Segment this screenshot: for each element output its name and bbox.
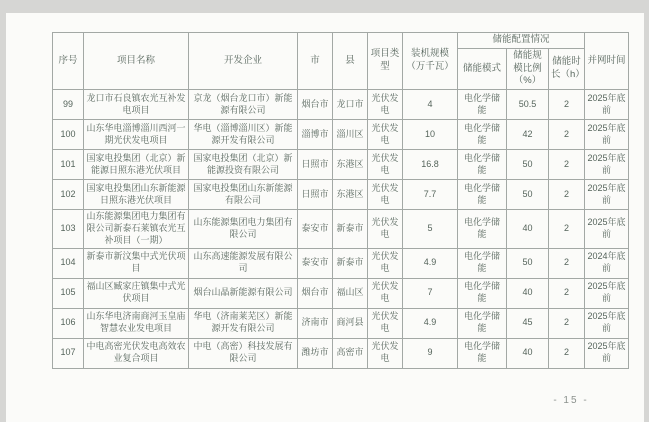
cell-city: 日照市 [298,150,333,180]
cell-storage-mode: 电化学储能 [458,338,507,368]
cell-project-name: 龙口市石良镇农光互补发电项目 [84,90,189,120]
cell-county: 新泰市 [333,248,368,278]
cell-city: 泰安市 [298,248,333,278]
cell-storage-ratio: 50 [507,150,549,180]
cell-capacity: 4.9 [403,248,458,278]
cell-county: 东港区 [333,150,368,180]
cell-storage-mode: 电化学储能 [458,308,507,338]
cell-storage-ratio: 40 [507,338,549,368]
cell-storage-mode: 电化学储能 [458,210,507,249]
cell-project-type: 光伏发电 [368,308,403,338]
cell-capacity: 7.7 [403,180,458,210]
cell-grid-time: 2025年底前 [585,120,629,150]
cell-county: 龙口市 [333,90,368,120]
cell-grid-time: 2025年底前 [585,278,629,308]
cell-grid-time: 2025年底前 [585,150,629,180]
cell-developer: 国家电投集团山东新能源有限公司 [189,180,298,210]
cell-city: 烟台市 [298,278,333,308]
cell-storage-duration: 2 [549,120,585,150]
cell-storage-ratio: 40 [507,278,549,308]
col-header-seq: 序号 [53,33,84,90]
cell-seq: 107 [53,338,84,368]
col-header-developer: 开发企业 [189,33,298,90]
cell-seq: 105 [53,278,84,308]
cell-storage-duration: 2 [549,150,585,180]
cell-storage-duration: 2 [549,278,585,308]
col-header-type: 项目类型 [368,33,403,90]
cell-capacity: 16.8 [403,150,458,180]
cell-county: 商河县 [333,308,368,338]
cell-grid-time: 2025年底前 [585,338,629,368]
cell-project-type: 光伏发电 [368,248,403,278]
cell-storage-mode: 电化学储能 [458,248,507,278]
cell-city: 济南市 [298,308,333,338]
table-row [53,308,629,338]
table-header [53,33,629,90]
cell-storage-duration: 2 [549,180,585,210]
cell-seq: 104 [53,248,84,278]
col-header-grid-time: 并网时间 [585,33,629,90]
cell-seq: 99 [53,90,84,120]
col-header-storage-duration: 储能时长（h） [549,49,585,90]
cell-project-type: 光伏发电 [368,180,403,210]
cell-grid-time: 2025年底前 [585,210,629,249]
cell-seq: 103 [53,210,84,249]
cell-county: 东港区 [333,180,368,210]
cell-storage-ratio: 50 [507,248,549,278]
table-row [53,150,629,180]
cell-capacity: 4.9 [403,308,458,338]
cell-project-type: 光伏发电 [368,338,403,368]
col-header-city: 市 [298,33,333,90]
cell-project-type: 光伏发电 [368,150,403,180]
cell-storage-duration: 2 [549,338,585,368]
cell-developer: 山东高速能源发展有限公司 [189,248,298,278]
table-row [53,90,629,120]
cell-developer: 山东能源集团电力集团有限公司 [189,210,298,249]
cell-developer: 烟台山晶新能源有限公司 [189,278,298,308]
col-header-storage-mode: 储能模式 [458,49,507,90]
cell-project-name: 福山区臧家庄镇集中式光伏项目 [84,278,189,308]
cell-project-type: 光伏发电 [368,90,403,120]
table-body [53,90,629,369]
table-row [53,180,629,210]
cell-storage-mode: 电化学储能 [458,278,507,308]
cell-project-type: 光伏发电 [368,120,403,150]
cell-storage-ratio: 40 [507,210,549,249]
page-number: - 15 - [553,395,589,406]
cell-seq: 102 [53,180,84,210]
cell-storage-mode: 电化学储能 [458,150,507,180]
cell-storage-duration: 2 [549,90,585,120]
cell-city: 泰安市 [298,210,333,249]
cell-city: 潍坊市 [298,338,333,368]
cell-capacity: 4 [403,90,458,120]
cell-seq: 101 [53,150,84,180]
cell-grid-time: 2025年底前 [585,180,629,210]
cell-city: 日照市 [298,180,333,210]
cell-project-name: 山东华电济南商河玉皇庙智慧农业发电项目 [84,308,189,338]
cell-project-type: 光伏发电 [368,278,403,308]
cell-project-name: 山东能源集团电力集团有限公司新泰石莱镇农光互补项目（一期） [84,210,189,249]
cell-developer: 华电（济南莱芜区）新能源开发有限公司 [189,308,298,338]
cell-capacity: 7 [403,278,458,308]
table-row [53,278,629,308]
cell-project-name: 中电高密光伏发电高效农业复合项目 [84,338,189,368]
cell-storage-duration: 2 [549,210,585,249]
cell-county: 淄川区 [333,120,368,150]
cell-project-name: 山东华电淄博淄川西河一期光伏发电项目 [84,120,189,150]
cell-city: 烟台市 [298,90,333,120]
col-header-capacity: 装机规模（万千瓦） [403,33,458,90]
cell-developer: 华电（淄博淄川区）新能源开发有限公司 [189,120,298,150]
cell-storage-ratio: 42 [507,120,549,150]
cell-developer: 中电（高密）科技发展有限公司 [189,338,298,368]
pv-project-table [52,32,629,369]
cell-grid-time: 2025年底前 [585,308,629,338]
cell-storage-mode: 电化学储能 [458,120,507,150]
cell-project-name: 新泰市新汶集中式光伏项目 [84,248,189,278]
table-row [53,210,629,249]
paper-sheet [6,13,644,422]
cell-developer: 国家电投集团（北京）新能源投资有限公司 [189,150,298,180]
cell-project-type: 光伏发电 [368,210,403,249]
table-row [53,248,629,278]
cell-storage-duration: 2 [549,248,585,278]
cell-project-name: 国家电投集团（北京）新能源日照东港光伏项目 [84,150,189,180]
cell-capacity: 10 [403,120,458,150]
cell-grid-time: 2024年底前 [585,248,629,278]
cell-storage-ratio: 50.5 [507,90,549,120]
cell-capacity: 5 [403,210,458,249]
col-header-project: 项目名称 [84,33,189,90]
col-group-storage: 储能配置情况 [458,33,585,49]
cell-county: 福山区 [333,278,368,308]
cell-storage-mode: 电化学储能 [458,90,507,120]
cell-storage-duration: 2 [549,308,585,338]
table-row [53,120,629,150]
col-header-storage-ratio: 储能规模比例（%） [507,49,549,90]
cell-storage-mode: 电化学储能 [458,180,507,210]
cell-project-name: 国家电投集团山东新能源日照东港光伏项目 [84,180,189,210]
cell-developer: 京龙（烟台龙口市）新能源有限公司 [189,90,298,120]
cell-county: 高密市 [333,338,368,368]
cell-grid-time: 2025年底前 [585,90,629,120]
table-row [53,338,629,368]
cell-storage-ratio: 45 [507,308,549,338]
cell-seq: 106 [53,308,84,338]
cell-county: 新泰市 [333,210,368,249]
cell-storage-ratio: 50 [507,180,549,210]
col-header-county: 县 [333,33,368,90]
cell-seq: 100 [53,120,84,150]
cell-city: 淄博市 [298,120,333,150]
cell-capacity: 9 [403,338,458,368]
